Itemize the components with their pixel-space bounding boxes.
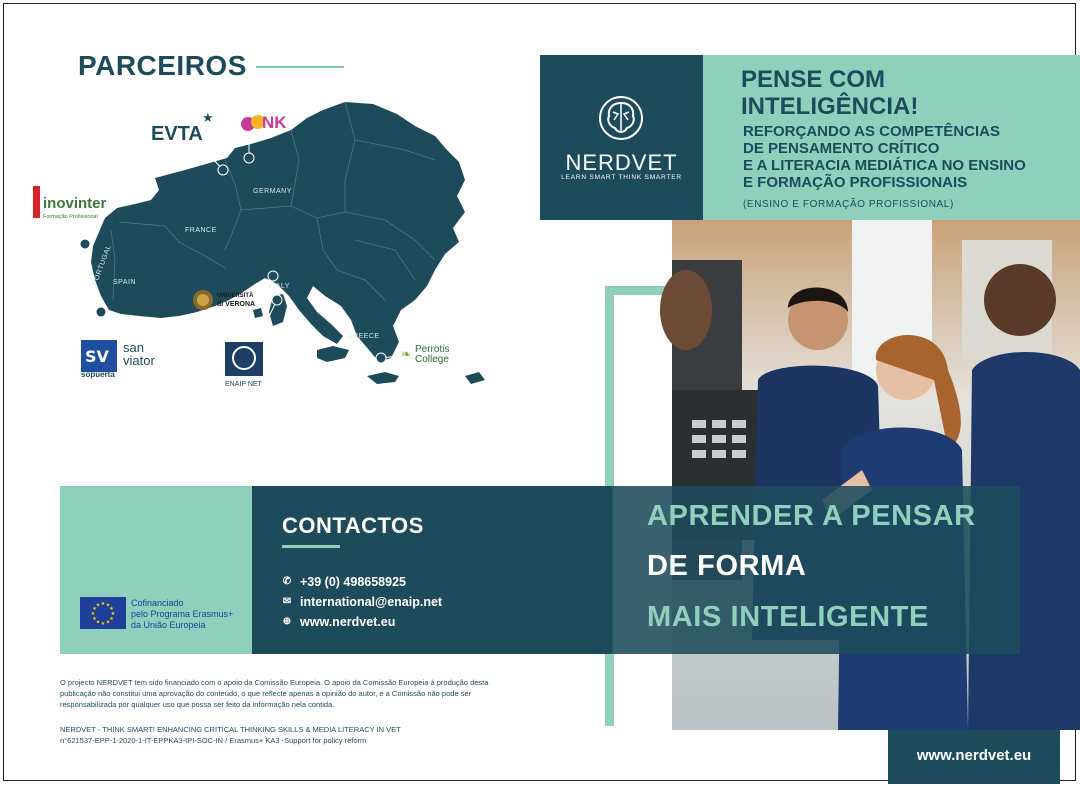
vonk-logo <box>241 113 287 132</box>
brain-icon <box>597 94 645 142</box>
title-underline <box>256 66 344 68</box>
slogan-line-1: APRENDER A PENSAR <box>647 500 976 532</box>
evta-logo <box>151 111 214 145</box>
phone-number: +39 (0) 498658925 <box>300 575 406 589</box>
svg-text:★: ★ <box>92 616 97 622</box>
disclaimer-text: O projecto NERDVET tem sido financiado com o apoio da Comissão Europeia. O apoio da Comissão Europeia à produção desta publicação não constitui uma aprovação do conteúdo, o que reflecte apenas a opinião do autor, e a Comissão não pode ser responsabilizada por qualquer uso que possa ser feito da informação nela contida. <box>60 678 489 709</box>
svg-text:College: College <box>415 354 449 365</box>
headline-note: (ENSINO E FORMAÇÃO PROFISSIONAL) <box>743 199 954 210</box>
svg-text:★: ★ <box>100 621 106 627</box>
contacts-underline <box>282 545 340 548</box>
slogan-line-2: DE FORMA <box>647 550 807 582</box>
contact-phone[interactable] <box>282 575 406 589</box>
svg-text:★: ★ <box>202 111 214 126</box>
svg-text:★: ★ <box>95 602 101 609</box>
country-label: SPAIN <box>113 279 136 286</box>
project-reference: NERDVET - THINK SMART! ENHANCING CRITICAL THINKING SKILLS & MEDIA LITERACY IN VET n°621537-EPP-1-2020-1-IT-EPPKA3-IPI-SOC-IN / Erasmus+ KA3 -Support for policy reform <box>60 725 401 745</box>
website-url: www.nerdvet.eu <box>300 615 396 629</box>
svg-text:san: san <box>123 340 144 355</box>
country-label: GERMANY <box>253 188 292 195</box>
svg-text:★: ★ <box>110 611 116 617</box>
envelope-icon: ✉ <box>282 596 292 607</box>
slogan-line-3: MAIS INTELIGENTE <box>647 601 929 633</box>
brand-logo-text: NERDVET <box>565 150 678 175</box>
phone-icon: ✆ <box>282 576 292 587</box>
svg-text:★: ★ <box>109 616 114 622</box>
country-label: ITALY <box>269 283 290 290</box>
contact-email[interactable] <box>282 595 442 609</box>
country-label: FRANCE <box>185 227 217 234</box>
brand-tagline: LEARN SMART THINK SMARTER <box>561 174 682 181</box>
svg-text:ENAIP NET: ENAIP NET <box>225 381 262 388</box>
perrotis-logo <box>401 344 449 365</box>
svg-text:★: ★ <box>90 611 96 617</box>
svg-text:★: ★ <box>105 602 111 609</box>
partners-title: PARCEIROS <box>78 50 247 81</box>
svg-text:di VERONA: di VERONA <box>217 301 256 308</box>
country-label: GREECE <box>347 333 380 340</box>
svg-text:★: ★ <box>105 619 111 626</box>
svg-text:★: ★ <box>92 606 97 612</box>
san-viator-logo <box>81 340 155 379</box>
svg-text:★: ★ <box>109 606 114 612</box>
globe-icon: ⊕ <box>282 616 292 627</box>
europe-partner-map <box>43 100 515 430</box>
svg-text:NK: NK <box>262 113 287 132</box>
contact-website[interactable] <box>282 615 395 629</box>
svg-text:EVTA: EVTA <box>151 123 203 145</box>
headline: PENSE COM INTELIGÊNCIA! <box>741 66 919 120</box>
svg-text:viator: viator <box>123 353 155 368</box>
svg-text:SV: SV <box>85 347 109 366</box>
svg-text:Formação Profissional: Formação Profissional <box>43 214 98 220</box>
svg-text:Perrotis: Perrotis <box>415 344 450 355</box>
country-label: PORTUGAL <box>91 244 113 287</box>
decorative-frame <box>605 286 672 295</box>
enaip-logo <box>225 342 263 388</box>
eu-funding-text: Cofinanciado pelo Programa Erasmus+ da União Europeia <box>131 598 234 630</box>
svg-text:★: ★ <box>100 601 106 607</box>
eu-flag-icon <box>80 597 126 629</box>
website-link[interactable]: www.nerdvet.eu <box>916 747 1032 764</box>
contacts-title: CONTACTOS <box>282 513 424 538</box>
headline-subtitle: REFORÇANDO AS COMPETÊNCIAS DE PENSAMENTO CRÍTICO E A LITERACIA MEDIÁTICA NO ENSINO E FORMAÇÃO PROFISSIONAIS <box>743 123 1026 191</box>
svg-text:❧: ❧ <box>401 347 412 361</box>
svg-text:★: ★ <box>95 619 101 626</box>
svg-text:UNIVERSITÀ: UNIVERSITÀ <box>217 293 254 299</box>
svg-text:inovinter: inovinter <box>43 195 107 212</box>
email-address: international@enaip.net <box>300 595 443 609</box>
svg-text:sopuerta: sopuerta <box>81 370 115 379</box>
